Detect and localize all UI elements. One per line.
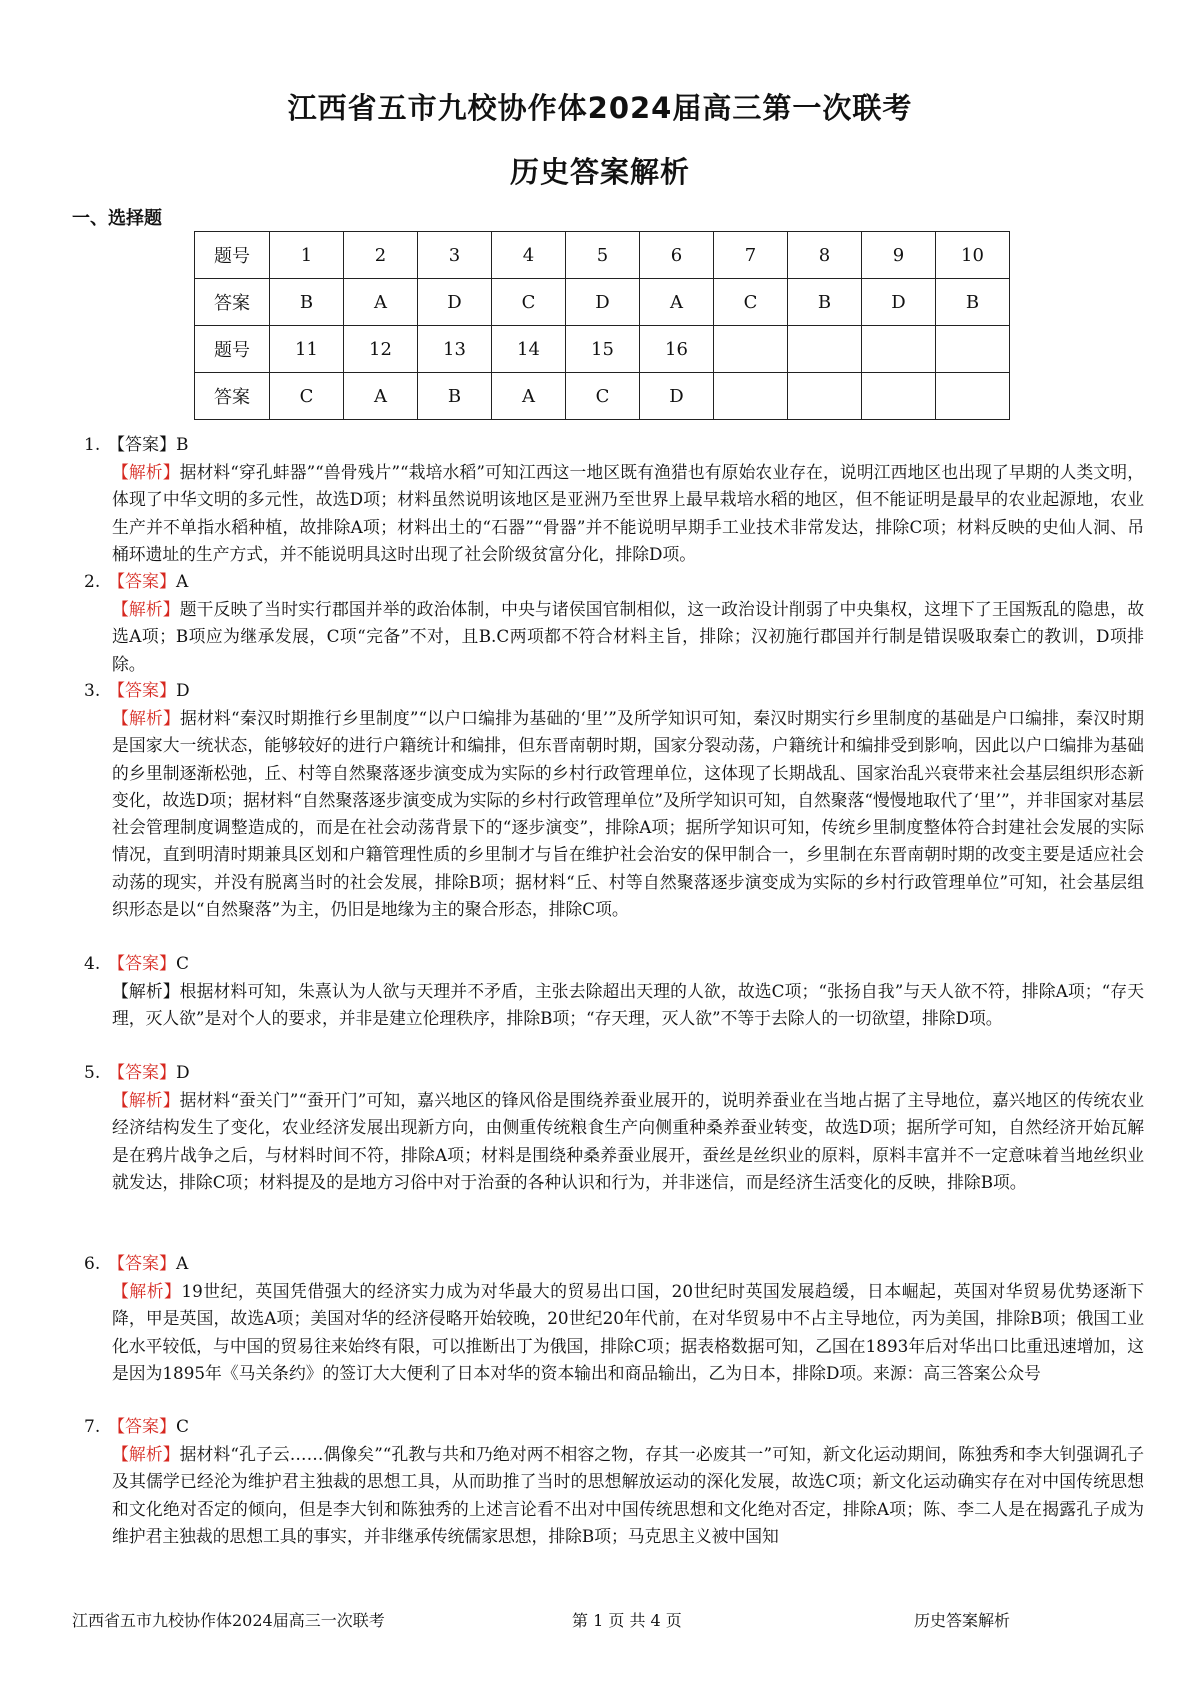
answer-item [84, 1251, 1144, 1387]
answer-tag: 【答案】 [108, 1254, 176, 1274]
answer-value: D [176, 1063, 190, 1083]
table-row [195, 326, 1010, 373]
item-number: 2. [84, 572, 101, 592]
answer-line [84, 951, 1144, 978]
table-cell: 14 [492, 326, 566, 373]
analysis-paragraph [84, 459, 1144, 568]
section-title: 一、选择题 [72, 208, 162, 229]
table-cell: 3 [418, 232, 492, 279]
answer-tag: 【答案】 [108, 435, 176, 455]
table-cell: C [270, 373, 344, 420]
table-cell: C [714, 279, 788, 326]
table-cell: 9 [862, 232, 936, 279]
analysis-text: 题干反映了当时实行郡国并举的政治体制，中央与诸侯国官制相似，这一政治设计削弱了中央集权，这埋下了王国叛乱的隐患，故选A项；B项应为继承发展，C项“完备”不对，且B.C两项都不符合材料主旨，排除；汉初施行郡国并行制是错误吸取秦亡的教训，D项排除。 [112, 599, 1144, 674]
table-cell: D [862, 279, 936, 326]
table-cell: B [418, 373, 492, 420]
analysis-tag: 【解析】 [112, 708, 181, 728]
table-cell: D [640, 373, 714, 420]
analysis-tag: 【解析】 [112, 981, 180, 1001]
table-cell: B [270, 279, 344, 326]
table-row [195, 279, 1010, 326]
answer-tag: 【答案】 [108, 954, 176, 974]
analysis-paragraph [84, 1441, 1144, 1550]
table-cell: 6 [640, 232, 714, 279]
analysis-tag: 【解析】 [112, 599, 180, 619]
table-cell: 7 [714, 232, 788, 279]
row-label-question: 题号 [195, 326, 270, 373]
table-cell [788, 326, 862, 373]
table-cell: B [788, 279, 862, 326]
table-cell [936, 373, 1010, 420]
answer-tag: 【答案】 [108, 1417, 176, 1437]
table-cell: A [492, 373, 566, 420]
table-cell: A [640, 279, 714, 326]
table-cell: 10 [936, 232, 1010, 279]
answer-tag: 【答案】 [108, 681, 176, 701]
table-cell: 4 [492, 232, 566, 279]
answer-value: A [176, 572, 189, 592]
answer-value: C [176, 1417, 190, 1437]
table-cell: C [566, 373, 640, 420]
footer-doc-title: 历史答案解析 [914, 1611, 1011, 1630]
answer-item [84, 951, 1144, 1033]
table-cell: 15 [566, 326, 640, 373]
answer-value: A [176, 1254, 189, 1274]
table-cell: 2 [344, 232, 418, 279]
answer-value: B [176, 435, 189, 455]
analysis-tag: 【解析】 [112, 1090, 180, 1110]
table-cell: 12 [344, 326, 418, 373]
item-number: 6. [84, 1254, 101, 1274]
answer-value: D [176, 681, 190, 701]
table-cell [788, 373, 862, 420]
table-cell: B [936, 279, 1010, 326]
answer-tag: 【答案】 [108, 572, 176, 592]
answer-line [84, 678, 1144, 705]
table-cell: 5 [566, 232, 640, 279]
item-number: 3. [84, 681, 101, 701]
table-cell: 11 [270, 326, 344, 373]
analysis-text: 19世纪，英国凭借强大的经济实力成为对华最大的贸易出口国，20世纪时英国发展趋缓，日本崛起，英国对华贸易优势逐渐下降，甲是英国，故选A项；美国对华的经济侵略开始较晚，20世纪20年代前，在对华贸易中不占主导地位，丙为美国，排除B项；俄国工业化水平较低，与中国的贸易往来始终有限，可以推断出丁为俄国，排除C项；据表格数据可知，乙国在1893年后对华出口比重迅速增加，这是因为1895年《马关条约》的签订大大便利了日本对华的资本输出和商品输出，乙为日本，排除D项。来源：高三答案公众号 [112, 1281, 1144, 1383]
analysis-text: 根据材料可知，朱熹认为人欲与天理并不矛盾，主张去除超出天理的人欲，故选C项；“张扬自我”与天人欲不符，排除A项；“存天理，灭人欲”是对个人的要求，并非是建立伦理秩序，排除B项；“存天理，灭人欲”不等于去除人的一切欲望，排除D项。 [112, 981, 1144, 1029]
table-row [195, 373, 1010, 420]
table-cell: C [492, 279, 566, 326]
table-cell: 8 [788, 232, 862, 279]
analysis-paragraph [84, 1087, 1144, 1196]
table-cell: A [344, 373, 418, 420]
table-cell: A [344, 279, 418, 326]
analysis-tag: 【解析】 [112, 1281, 182, 1301]
row-label-answer: 答案 [195, 279, 270, 326]
row-label-answer: 答案 [195, 373, 270, 420]
table-cell [714, 373, 788, 420]
answer-line [84, 1414, 1144, 1441]
answer-line [84, 569, 1144, 596]
item-number: 5. [84, 1063, 101, 1083]
answer-item [84, 569, 1144, 678]
analysis-paragraph [84, 978, 1144, 1033]
analysis-text: 据材料“孔子云……偶像矣”“孔教与共和乃绝对两不相容之物，存其一必废其一”可知，新文化运动期间，陈独秀和李大钊强调孔子及其儒学已经沦为维护君主独裁的思想工具，从而助推了当时的思想解放运动的深化发展，故选C项；新文化运动确实存在对中国传统思想和文化绝对否定的倾向，但是李大钊和陈独秀的上述言论看不出对中国传统思想和文化绝对否定，排除A项；陈、李二人是在揭露孔子成为维护君主独裁的思想工具的事实，并非继承传统儒家思想，排除B项；马克思主义被中国知 [112, 1444, 1144, 1546]
answer-item [84, 432, 1144, 568]
analysis-paragraph [84, 705, 1144, 923]
analysis-text: 据材料“秦汉时期推行乡里制度”“以户口编排为基础的‘里’”及所学知识可知，秦汉时期实行乡里制度的基础是户口编排，秦汉时期是国家大一统状态，能够较好的进行户籍统计和编排，但东晋南朝时期，国家分裂动荡，户籍统计和编排受到影响，因此以户口编排为基础的乡里制逐渐松弛，丘、村等自然聚落逐步演变成为实际的乡村行政管理单位，这体现了长期战乱、国家治乱兴衰带来社会基层组织形态新变化，故选D项；据材料“自然聚落逐步演变成为实际的乡村行政管理单位”及所学知识可知，自然聚落“慢慢地取代了‘里’”，并非国家对基层社会管理制度调整造成的，而是在社会动荡背景下的“逐步演变”，排除A项；据所学知识可知，传统乡里制度整体符合封建社会发展的实际情况，直到明清时期兼具区划和户籍管理性质的乡里制才与旨在维护社会治安的保甲制合一，乡里制在东晋南朝时期的改变主要是适应社会动荡的现实，并没有脱离当时的社会发展，排除B项；据材料“丘、村等自然聚落逐步演变成为实际的乡村行政管理单位”可知，社会基层组织形态是以“自然聚落”为主，仍旧是地缘为主的聚合形态，排除C项。 [112, 708, 1144, 920]
answer-item [84, 678, 1144, 923]
table-cell [936, 326, 1010, 373]
answer-table [194, 231, 1010, 420]
answer-item [84, 1060, 1144, 1196]
table-row [195, 232, 1010, 279]
table-cell: D [418, 279, 492, 326]
analysis-paragraph [84, 596, 1144, 678]
table-cell: D [566, 279, 640, 326]
footer-exam-name: 江西省五市九校协作体2024届高三一次联考 [72, 1611, 385, 1630]
table-cell [714, 326, 788, 373]
row-label-question: 题号 [195, 232, 270, 279]
answer-line [84, 1060, 1144, 1087]
answer-line [84, 432, 1144, 459]
analysis-text: 据材料“穿孔蚌器”“兽骨残片”“栽培水稻”可知江西这一地区既有渔猎也有原始农业存在，说明江西地区也出现了早期的人类文明，体现了中华文明的多元性，故选D项；材料虽然说明该地区是亚洲乃至世界上最早栽培水稻的地区，但不能证明是最早的农业起源地，农业生产并不单指水稻种植，故排除A项；材料出土的“石器”“骨器”并不能说明早期手工业技术非常发达，排除C项；材料反映的史仙人洞、吊桶环遗址的生产方式，并不能说明具这时出现了社会阶级贫富分化，排除D项。 [112, 462, 1144, 564]
table-cell [862, 326, 936, 373]
analysis-paragraph [84, 1278, 1144, 1387]
table-cell: 16 [640, 326, 714, 373]
document-title: 江西省五市九校协作体2024届高三第一次联考 [287, 91, 913, 125]
footer-page-number: 第 1 页 共 4 页 [572, 1611, 682, 1630]
answer-item [84, 1414, 1144, 1550]
table-cell: 13 [418, 326, 492, 373]
item-number: 1. [84, 435, 101, 455]
analysis-tag: 【解析】 [112, 462, 180, 482]
answer-value: C [176, 954, 190, 974]
table-cell: 1 [270, 232, 344, 279]
analysis-text: 据材料“蚕关门”“蚕开门”可知，嘉兴地区的锋风俗是围绕养蚕业展开的，说明养蚕业在当地占据了主导地位，嘉兴地区的传统农业经济结构发生了变化，农业经济发展出现新方向，由侧重传统粮食生产向侧重种桑养蚕业转变，故选D项；据所学可知，自然经济开始瓦解是在鸦片战争之后，与材料时间不符，排除A项；材料是围绕种桑养蚕业展开，蚕丝是丝织业的原料，原料丰富并不一定意味着当地丝织业就发达，排除C项；材料提及的是地方习俗中对于治蚕的各种认识和行为，并非迷信，而是经济生活变化的反映，排除B项。 [112, 1090, 1144, 1192]
analysis-tag: 【解析】 [112, 1444, 180, 1464]
item-number: 4. [84, 954, 101, 974]
item-number: 7. [84, 1417, 101, 1437]
document-subtitle: 历史答案解析 [509, 155, 690, 189]
table-cell [862, 373, 936, 420]
answer-line [84, 1251, 1144, 1278]
answer-tag: 【答案】 [108, 1063, 176, 1083]
